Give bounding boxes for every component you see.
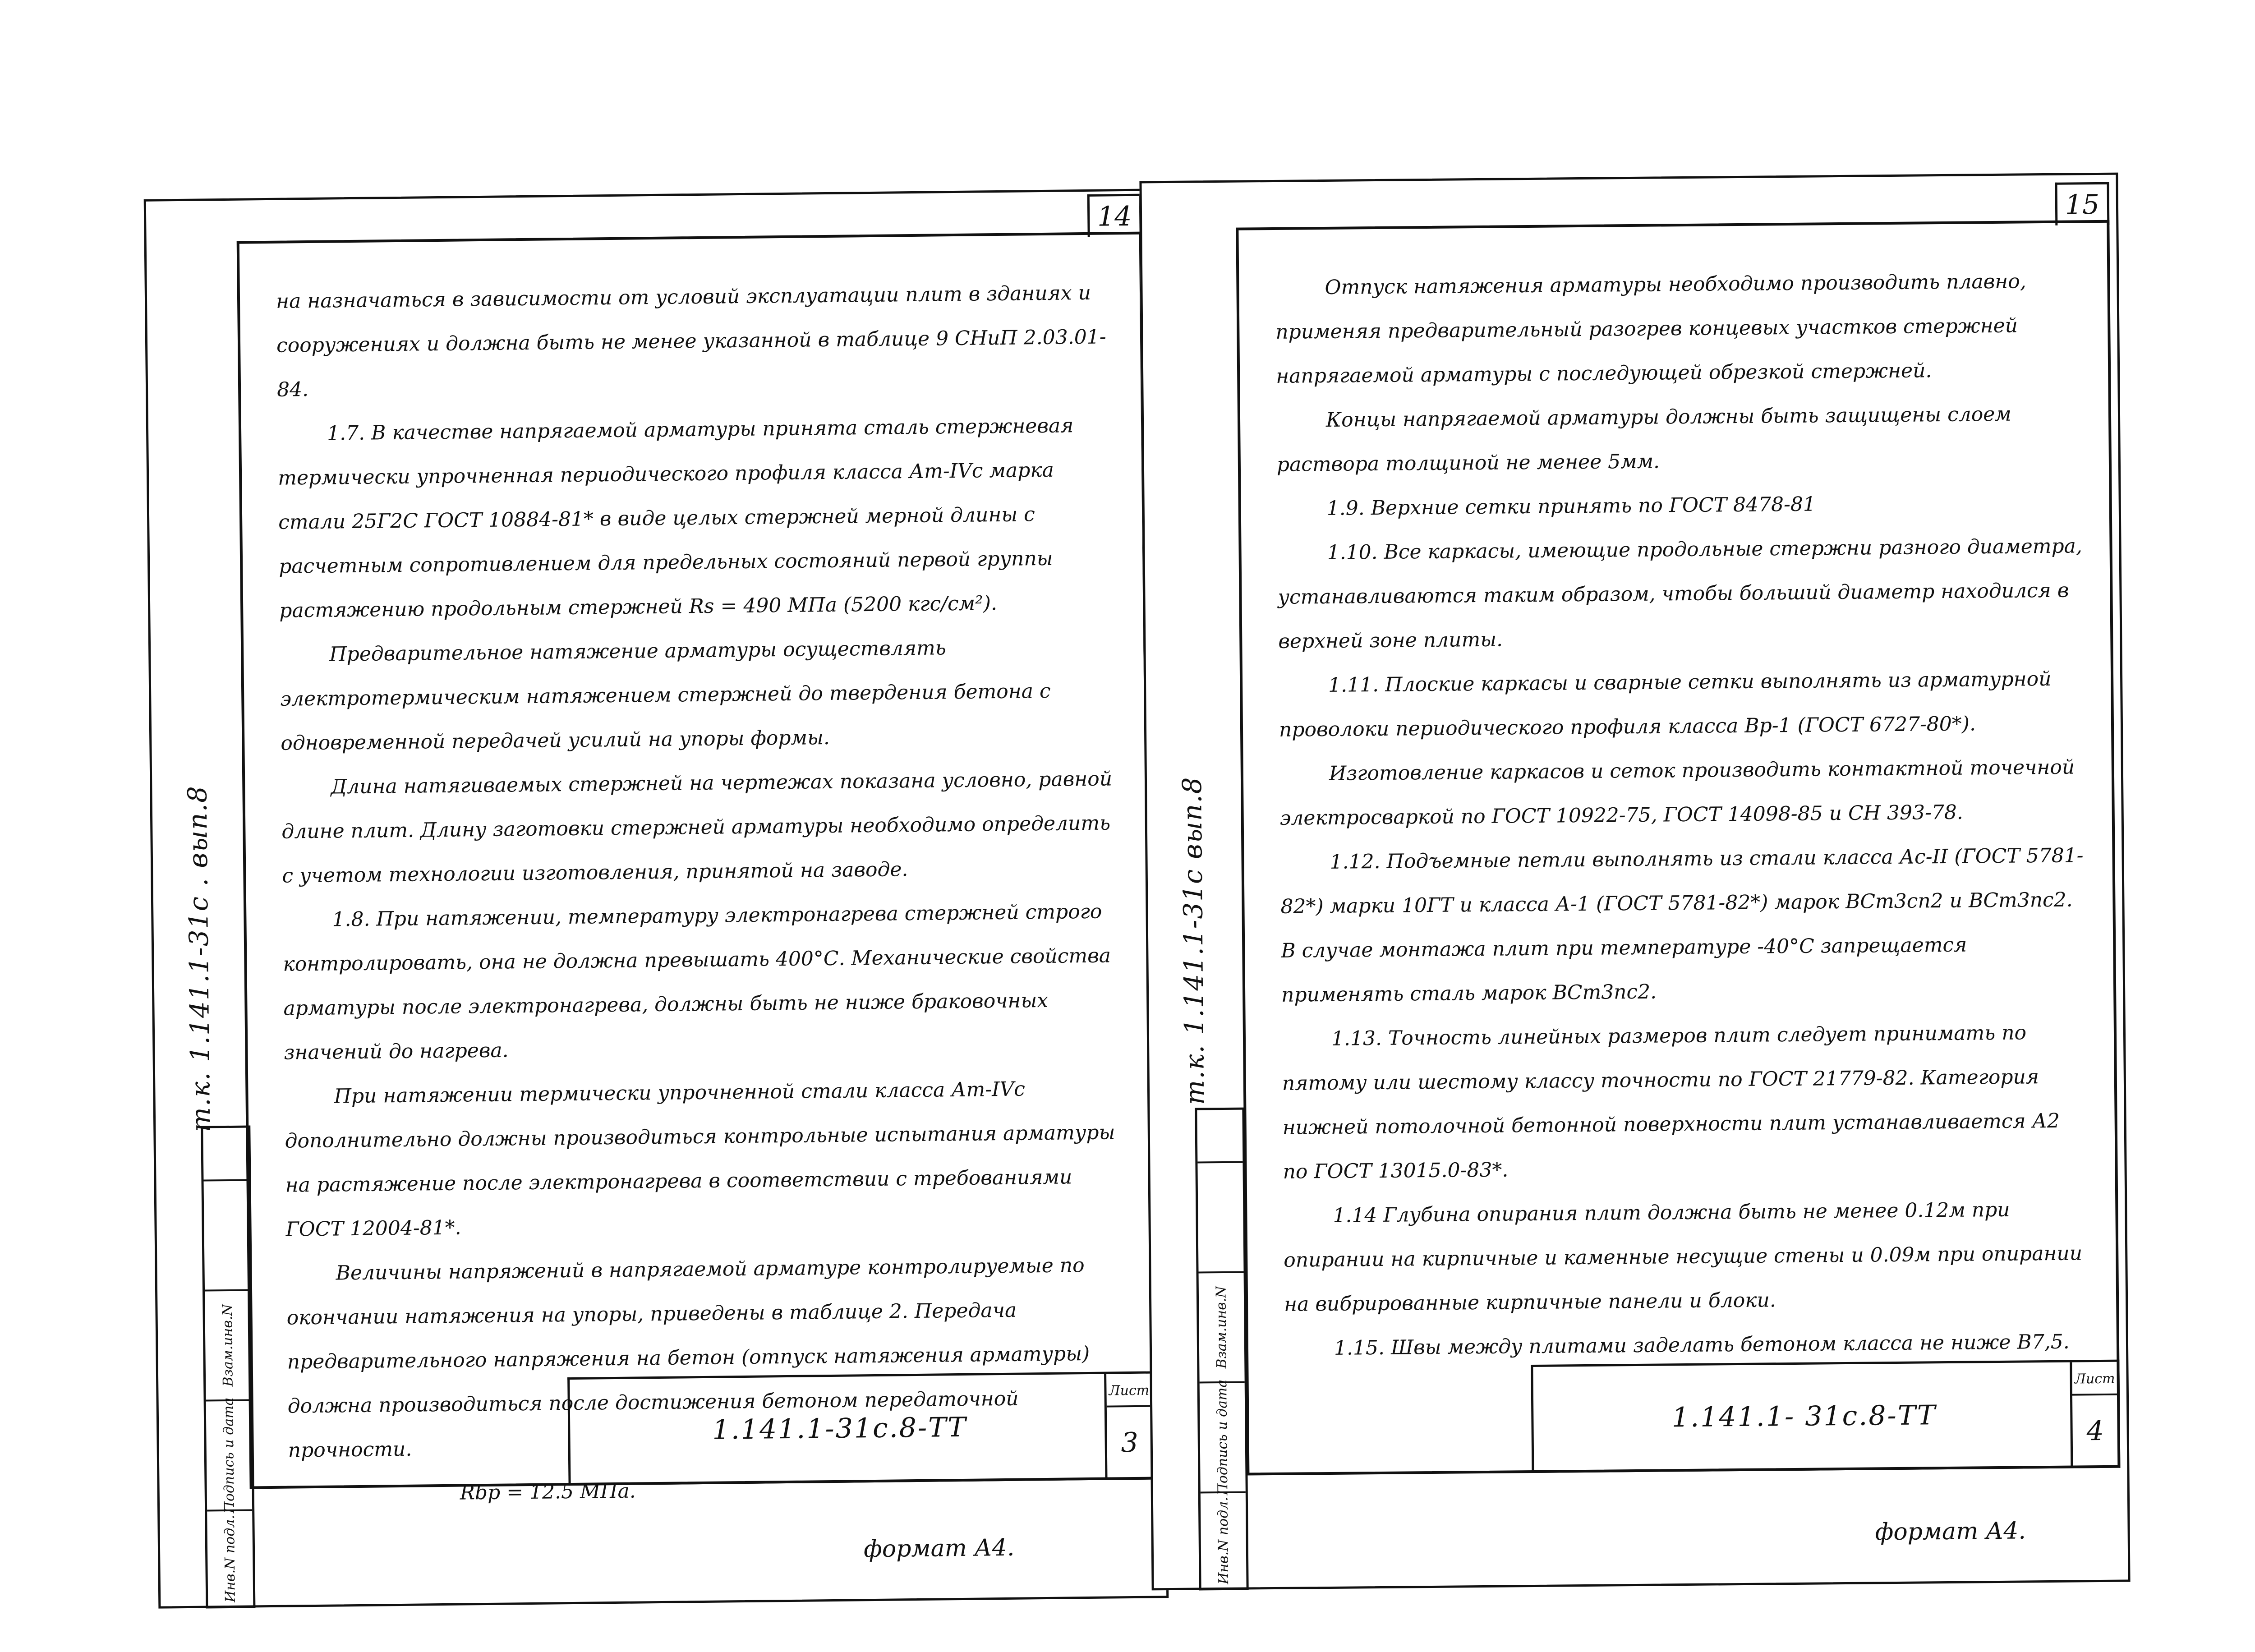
side-code-text: т.к. 1.141.1-31с . вып.8 — [182, 785, 216, 1132]
paragraph: Предварительное натяжение арматуры осуществлять электротермическим натяжением стержней до твердения бетона с одновременной передачей усилий на упоры формы. — [280, 636, 1051, 755]
paragraph: 1.10. Все каркасы, имеющие продольные стержни разного диаметра, устанавливаются таким образом, чтобы больший диаметр находился в верхней зоне плиты. — [1278, 534, 2083, 653]
paragraph: При натяжении термически упрочненной стали класса Ат-IVс дополнительно должны производиться контрольные испытания арматуры на растяжение после электронагрева в соответствии с требованиями ГОСТ 12004-81*. — [285, 1077, 1115, 1241]
stamp-cell — [203, 1179, 250, 1289]
side-code — [1164, 724, 1222, 1157]
document-code: 1.141.1-31с.8-ТТ — [712, 1411, 967, 1446]
paragraph: на назначаться в зависимости от условий эксплуатации плит в зданиях и сооружениях и должна быть не менее указанной в таблице 9 СНиП 2.03.01-84. — [276, 281, 1106, 401]
stamp-label: Инв.N подл. — [1215, 1496, 1232, 1585]
paragraph: Величины напряжений в напрягаемой арматуре контролируемые по окончании натяжения на упоры, приведены в таблице 2. Передача предварительного напряжения на бетон (отпуск натяжения арматуры) должна производиться после достижения бетоном передаточной прочности. — [286, 1254, 1090, 1462]
stamp-label: Взам.инв.N — [1213, 1286, 1230, 1369]
sheet-frame — [237, 200, 1155, 1505]
page-number: 15 — [2055, 182, 2110, 225]
paragraph: Изготовление каркасов и сеток производить контактной точечной электросваркой по ГОСТ 10922-75, ГОСТ 14098-85 и СН 393-78. — [1279, 755, 2075, 830]
format-label: формат А4. — [1875, 1517, 2026, 1546]
stamp-cell — [207, 1509, 253, 1606]
paragraph: 1.15. Швы между плитами заделать бетоном класса не ниже В7,5. — [1334, 1330, 2070, 1360]
stamp-cell — [1197, 1161, 1243, 1272]
stamp-label: Подпись и дата — [1214, 1379, 1231, 1496]
stamp-label: Инв.N подл. — [221, 1514, 239, 1603]
approval-stamp-strip — [201, 1125, 255, 1608]
title-block — [1531, 1360, 2120, 1473]
title-block — [567, 1371, 1155, 1486]
stamp-label: Взам.инв.N — [219, 1304, 236, 1387]
paragraph: 1.11. Плоские каркасы и сварные сетки выполнять из арматурной проволоки периодического профиля класса Вр-1 (ГОСТ 6727-80*). — [1279, 667, 2052, 741]
paragraph: 1.12. Подъемные петли выполнять из стали класса Ас-II (ГОСТ 5781-82*) марки 10ГТ и класса А-1 (ГОСТ 5781-82*) марок ВСт3сп2 и ВСт3пс2. В случае монтажа плит при температуре -40°С запрещается применять сталь марок ВСт3пс2. — [1280, 844, 2084, 1007]
page-number: 14 — [1087, 194, 1142, 237]
sheet-frame — [1236, 189, 2120, 1476]
document-code: 1.141.1- 31с.8-ТТ — [1671, 1399, 1937, 1434]
sheet-number-cell — [1104, 1374, 1155, 1478]
side-code-text: т.к. 1.141.1-31с вып.8 — [1176, 776, 1210, 1105]
paragraph: Концы напрягаемой арматуры должны быть защищены слоем раствора толщиной не менее 5мм. — [1276, 402, 2012, 476]
stamp-cell — [1201, 1491, 1247, 1588]
paragraph: 1.9. Верхние сетки принять по ГОСТ 8478-81 — [1326, 492, 1816, 520]
paragraph: 1.13. Точность линейных размеров плит следует принимать по пятому или шестому классу точности по ГОСТ 21779-82. Категория нижней потолочной бетонной поверхности плит устанавливается А2 по ГОСТ 13015.0-83*. — [1282, 1021, 2060, 1183]
stamp-cell — [206, 1397, 253, 1514]
stamp-cell — [1200, 1379, 1246, 1496]
approval-stamp-strip — [1195, 1108, 1248, 1591]
paragraph: Отпуск натяжения арматуры необходимо производить плавно, применяя предварительный разогрев концевых участков стержней напрягаемой арматуры с последующей обрезкой стержней. — [1275, 270, 2026, 388]
paragraph: Длина натягиваемых стержней на чертежах показана условно, равной длине плит. Длину заготовки стержней арматуры необходимо определить с учетом технологии изготовления, принятой на заводе. — [281, 767, 1113, 888]
left-sheet — [144, 189, 1169, 1608]
paragraph: 1.14 Глубина опирания плит должна быть не менее 0.12м при опирании на кирпичные и каменные несущие стены и 0.09м при опирании на вибрированные кирпичные панели и блоки. — [1284, 1198, 2083, 1316]
format-label: формат А4. — [863, 1534, 1015, 1563]
sheet-label: Лист — [1106, 1378, 1152, 1408]
sheet-number-cell — [2070, 1362, 2120, 1466]
stamp-cell — [1197, 1110, 1243, 1162]
stamp-label: Подпись и дата — [221, 1397, 238, 1514]
sheet-number: 3 — [1121, 1427, 1139, 1459]
side-code — [170, 742, 228, 1175]
body-text — [1275, 259, 2089, 1371]
paragraph: 1.7. В качестве напрягаемой арматуры принята сталь стержневая термически упрочненная периодического профиля класса Ат-IVс марка стали 25Г2С ГОСТ 10884-81* в виде целых стержней мерной длины с расчетным сопротивлением для предельных состояний первой группы растяжению продольным стержней Rs = 490 МПа (5200 кгс/см²). — [277, 414, 1074, 622]
stamp-cell — [1199, 1271, 1245, 1382]
right-sheet — [1139, 173, 2130, 1591]
stamp-cell — [203, 1128, 249, 1180]
body-text — [276, 271, 1126, 1517]
paragraph: 1.8. При натяжении, температуру электронагрева стержней строго контролировать, она не должна превышать 400°С. Механические свойства арматуры после электронагрева, должны быть не ниже браковочных значений до нагрева. — [283, 900, 1111, 1064]
sheet-label: Лист — [2072, 1367, 2117, 1396]
sheet-number: 4 — [2086, 1415, 2104, 1447]
formula: Rbp = 12.5 МПа. — [460, 1479, 636, 1505]
stamp-cell — [205, 1289, 251, 1399]
